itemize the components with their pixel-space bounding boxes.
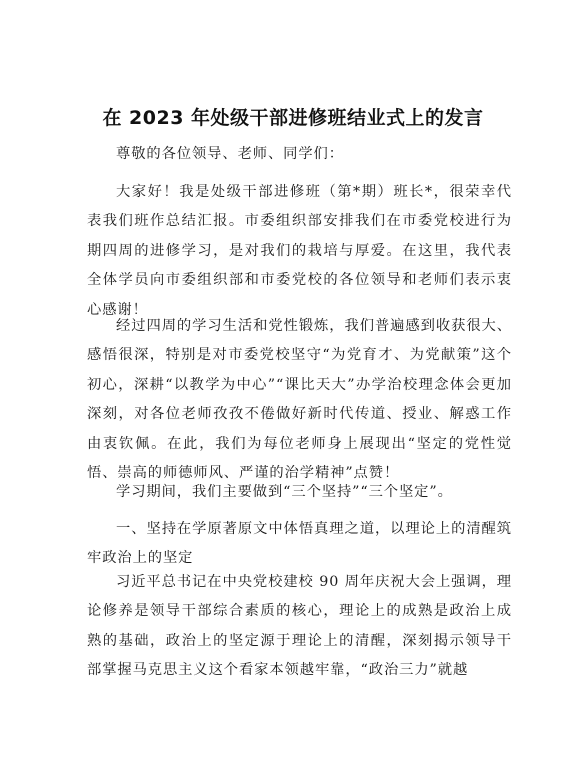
body-paragraph-4: 习近平总书记在中央党校建校 90 周年庆祝大会上强调，理论修养是领导干部综合素质的核心，理论上的成熟是政治上成熟的基础，政治上的坚定源于理论上的清醒，深刻揭示领导干部掌握马克思主义这个看家本领越牢靠，“政治三力”就越 bbox=[87, 574, 512, 679]
page-title: 在 2023 年处级干部进修班结业式上的发言 bbox=[102, 107, 484, 129]
greeting-paragraph: 尊敬的各位领导、老师、同学们： bbox=[116, 146, 344, 162]
body-paragraph-2: 经过四周的学习生活和党性锻炼，我们普遍感到收获很大、感悟很深，特别是对市委党校坚守“为党育才、为党献策”这个初心，深耕“以教学为中心”“课比天大”办学治校理念体会更加深刻，对各位老师孜孜不倦做好新时代传道、授业、解惑工作由衷钦佩。在此，我们为每位老师身上展现出“坚定的党性觉悟、崇高的师德师风、严谨的治学精神”点赞！ bbox=[87, 318, 512, 482]
body-paragraph-3: 学习期间，我们主要做到“三个坚持”“三个坚定”。 bbox=[116, 484, 453, 500]
body-paragraph-1: 大家好！我是处级干部进修班（第*期）班长*，很荣幸代表我们班作总结汇报。市委组织部安排我们在市委党校进行为期四周的进修学习，是对我们的栽培与厚爱。在这里，我代表全体学员向市委组织部和市委党校的各位领导和老师们表示衷心感谢！ bbox=[87, 184, 512, 318]
section-heading-1: 一、坚持在学原著原文中体悟真理之道，以理论上的清醒筑牢政治上的坚定 bbox=[87, 521, 512, 567]
